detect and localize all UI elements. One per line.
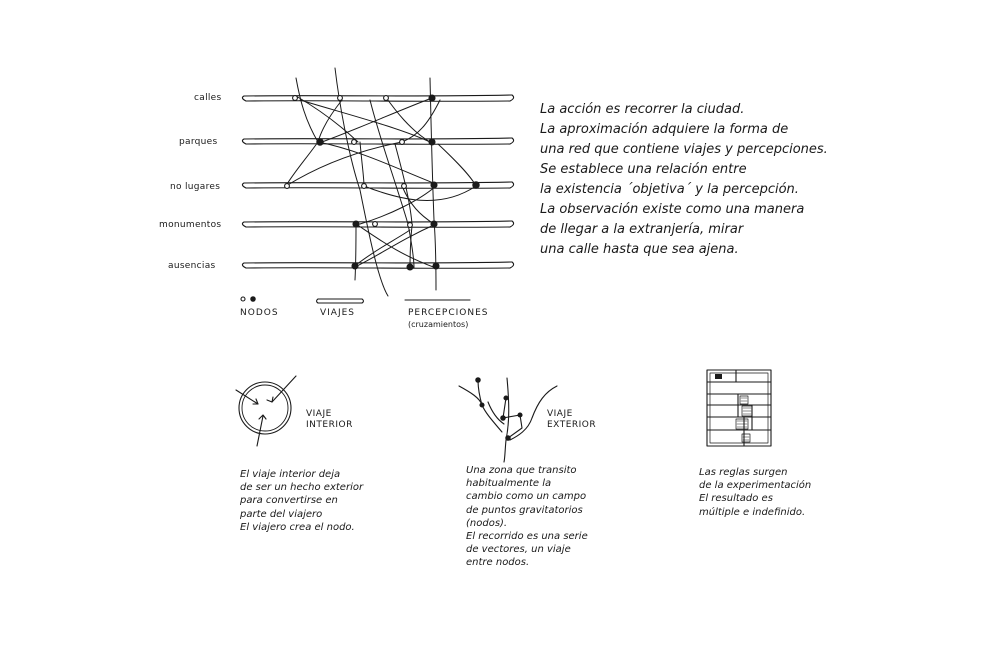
outer-node [518,413,522,417]
row-label-calles: calles [194,93,222,103]
outer-trip-text-line: entre nodos. [466,557,530,569]
node-open [352,140,357,145]
legend-node-open-mark [241,297,245,301]
rules-text-line: de la experimentación [699,480,812,492]
inner-trip-text [240,468,363,534]
node-open [408,223,413,228]
legend-marks [241,297,470,303]
outer-node [504,396,508,400]
node-open [400,140,405,145]
outer-trip-text-line: (nodos). [466,517,508,529]
legend-perceptions-sublabel: (cruzamientos) [408,320,469,329]
node-open [373,222,378,227]
legend-node-filled-mark [251,297,255,301]
node-open [338,96,343,101]
row-label-monumentos: monumentos [159,220,222,230]
trip-lines [286,68,476,296]
legend-trip-mark [317,299,364,303]
outer-trip-text-line: cambio como un campo [466,491,587,503]
outer-node [506,436,510,440]
node-filled [473,182,479,188]
outer-trip-text-line: habitualmente la [466,478,552,490]
node-open [285,184,290,189]
outer-trip-label-line: EXTERIOR [547,420,597,430]
outer-trip-diagram [459,378,557,462]
main-paragraph [540,100,828,260]
legend-nodes-label: NODOS [240,308,279,318]
inner-trip-text-line: para convertirse en [240,495,338,507]
outer-node [501,416,505,420]
inner-trip-text-line: de ser un hecho exterior [240,482,364,494]
node-filled [431,182,437,188]
rules-text-line: múltiple e indefinido. [699,506,806,518]
main-text-line: La acción es recorrer la ciudad. [540,102,745,117]
main-text-line: una red que contiene viajes y percepciones. [540,142,828,157]
inner-trip-label [306,409,353,431]
row-label-no-lugares: no lugares [170,182,221,192]
inner-trip-diagram [236,376,296,446]
outer-trip-text-line: El recorrido es una serie [466,531,588,543]
node-filled [429,139,435,145]
legend-perceptions-label: PERCEPCIONES [408,308,489,318]
rules-text-line: Las reglas surgen [699,467,788,478]
node-filled [431,221,437,227]
inner-trip-label-line: INTERIOR [306,420,353,430]
row-label-parques: parques [179,137,218,147]
inner-trip-text-line: El viaje interior deja [240,469,341,480]
legend-trips-label: VIAJES [320,308,356,318]
node-filled [429,95,435,101]
row-line-monumentos [242,221,513,227]
node-filled [352,263,358,269]
outer-trip-text-line: Una zona que transito [466,465,577,476]
node-filled [433,263,439,269]
outer-trip-text [466,464,588,570]
main-text-line: La aproximación adquiere la forma de [540,122,789,137]
inner-trip-text-line: El viajero crea el nodo. [240,521,355,533]
inner-trip-label-line: VIAJE [306,409,332,419]
rules-text-line: El resultado es [699,493,773,505]
node-open [384,96,389,101]
main-text-line: la existencia ´objetiva´ y la percepción. [540,182,799,197]
main-text-line: de llegar a la extranjería, mirar [540,222,744,237]
node-open [402,184,407,189]
row-line-ausencias [242,262,513,268]
row-line-parques [242,138,513,144]
outer-trip-text-line: de puntos gravitatorios [466,504,583,516]
node-open [362,184,367,189]
main-text-line: una calle hasta que sea ajena. [540,242,739,257]
node-filled [353,221,359,227]
rules-text [699,466,811,519]
node-open [293,96,298,101]
outer-trip-text-line: de vectores, un viaje [466,544,571,556]
row-label-ausencias: ausencias [168,261,216,271]
inner-trip-text-line: parte del viajero [240,508,323,520]
main-text-line: Se establece una relación entre [540,162,747,177]
node-filled [407,264,413,270]
row-line-calles [242,95,513,101]
outer-node [476,378,480,382]
rules-diagram [707,370,771,446]
outer-trip-label-line: VIAJE [547,409,573,419]
main-text-line: La observación existe como una manera [540,202,805,217]
node-filled [317,139,323,145]
outer-trip-label [547,409,596,431]
outer-node [480,403,484,407]
